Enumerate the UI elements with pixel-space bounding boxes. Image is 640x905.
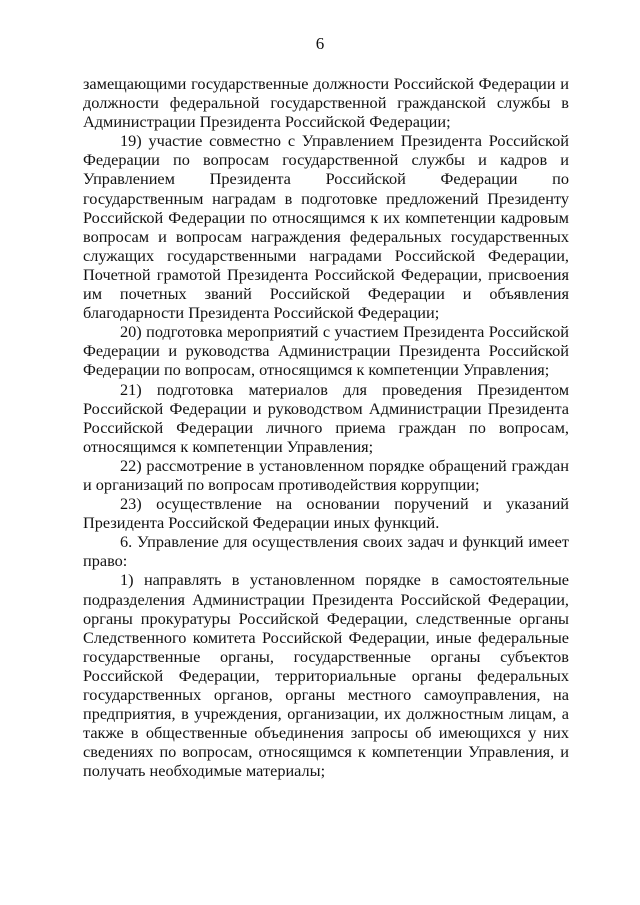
paragraph-right-1: 1) направлять в установленном порядке в самостоятельные подразделения Администрации Президента Российской Федерации, органы прокуратуры Российской Федерации, следственные органы Следственного комитета Российской Федерации, иные федеральные государственные органы, государственные органы субъектов Российской Федерации, территориальные органы федеральных государственных органов, органы местного самоуправления, на предприятия, в учреждения, организации, их должностным лицам, а также в общественные объединения запросы об имеющихся у них сведениях по вопросам, относящимся к компетенции Управления, и получать необходимые материалы; xyxy=(83,570,569,781)
page-number: 6 xyxy=(315,34,325,53)
paragraph-item-21: 21) подготовка материалов для проведения Президентом Российской Федерации и руководством Администрации Президента Российской Федерации личного приема граждан по вопросам, относящимся к компетенции Управления; xyxy=(83,379,569,456)
document-body xyxy=(83,74,569,780)
paragraph-item-20: 20) подготовка мероприятий с участием Президента Российской Федерации и руководства Администрации Президента Российской Федерации по вопросам, относящимся к компетенции Управления; xyxy=(83,322,569,380)
paragraph-item-19: 19) участие совместно с Управлением Президента Российской Федерации по вопросам государственной службы и кадров и Управлением Президента Российской Федерации по государственным наградам в подготовке предложений Президенту Российской Федерации по относящимся к их компетенции кадровым вопросам и вопросам награждения федеральных государственных служащих государственными наградами Российской Федерации, Почетной грамотой Президента Российской Федерации, присвоения им почетных званий Российской Федерации и объявления благодарности Президента Российской Федерации; xyxy=(83,131,569,323)
paragraph-item-22: 22) рассмотрение в установленном порядке обращений граждан и организаций по вопросам противодействия коррупции; xyxy=(83,455,569,494)
paragraph-section-6: 6. Управление для осуществления своих задач и функций имеет право: xyxy=(83,532,569,571)
paragraph-item-23: 23) осуществление на основании поручений и указаний Президента Российской Федерации иных функций. xyxy=(83,494,569,533)
paragraph-continuation: замещающими государственные должности Российской Федерации и должности федеральной государственной гражданской службы в Администрации Президента Российской Федерации; xyxy=(83,74,569,132)
